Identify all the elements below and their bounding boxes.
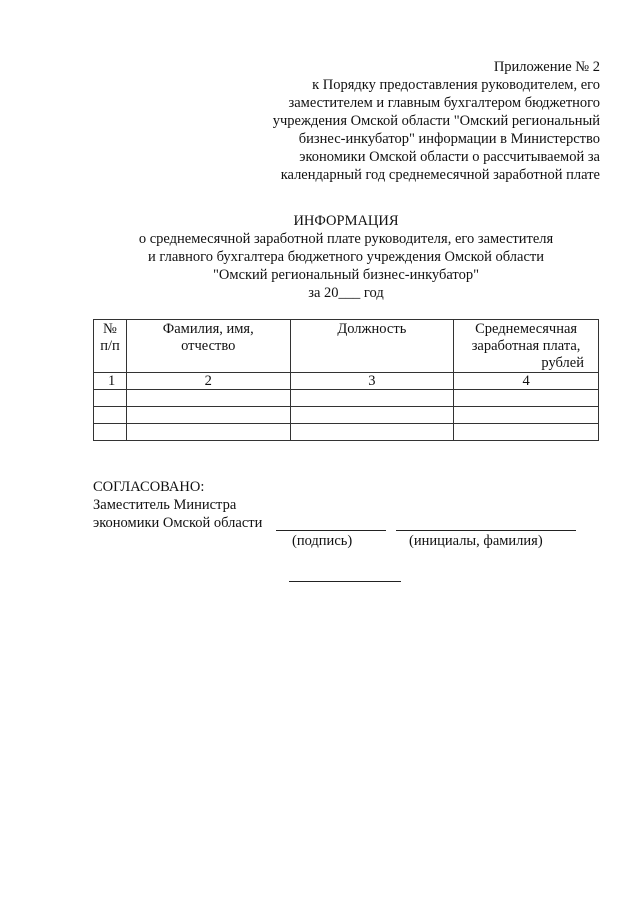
document-title bbox=[93, 212, 599, 302]
empty-cell[interactable] bbox=[126, 424, 290, 441]
title-heading: ИНФОРМАЦИЯ bbox=[293, 213, 399, 229]
header-salary: Среднемесячная заработная плата, рублей bbox=[454, 320, 599, 373]
empty-cell[interactable] bbox=[126, 407, 290, 424]
approver-title: Заместитель Министра bbox=[93, 497, 237, 513]
appendix-line: заместителем и главным бухгалтером бюджетного bbox=[288, 95, 600, 111]
empty-cell[interactable] bbox=[290, 424, 454, 441]
column-number: 4 bbox=[454, 373, 599, 390]
empty-cell[interactable] bbox=[94, 424, 127, 441]
appendix-line: экономики Омской области о рассчитываемой за bbox=[299, 149, 600, 165]
empty-cell[interactable] bbox=[454, 390, 599, 407]
appendix-header bbox=[240, 58, 600, 184]
appendix-line: к Порядку предоставления руководителем, его bbox=[312, 77, 600, 93]
empty-cell[interactable] bbox=[94, 407, 127, 424]
header-number: № п/п bbox=[94, 320, 127, 373]
appendix-line: бизнес-инкубатор" информации в Министерство bbox=[298, 131, 600, 147]
empty-cell[interactable] bbox=[454, 407, 599, 424]
date-line bbox=[289, 581, 401, 582]
title-line: и главного бухгалтера бюджетного учреждения Омской области bbox=[147, 249, 545, 265]
header-position: Должность bbox=[290, 320, 454, 373]
signature-caption: (подпись) bbox=[292, 533, 353, 549]
table-row bbox=[94, 390, 599, 407]
table-header-row bbox=[94, 320, 599, 373]
title-year-line: за 20___ год bbox=[308, 285, 384, 301]
approval-block bbox=[93, 478, 262, 532]
signature-line bbox=[276, 530, 386, 531]
table-row bbox=[94, 407, 599, 424]
header-name: Фамилия, имя, отчество bbox=[126, 320, 290, 373]
column-number: 3 bbox=[290, 373, 454, 390]
appendix-line: Приложение № 2 bbox=[493, 59, 600, 75]
column-number: 1 bbox=[94, 373, 127, 390]
appendix-line: учреждения Омской области "Омский региональный bbox=[272, 113, 600, 129]
column-number: 2 bbox=[126, 373, 290, 390]
salary-table bbox=[93, 319, 599, 441]
empty-cell[interactable] bbox=[126, 390, 290, 407]
table-row bbox=[94, 424, 599, 441]
title-line: о среднемесячной заработной плате руководителя, его заместителя bbox=[138, 231, 554, 247]
appendix-line: календарный год среднемесячной заработной плате bbox=[280, 167, 600, 183]
name-caption: (инициалы, фамилия) bbox=[409, 533, 543, 549]
approver-ministry: экономики Омской области bbox=[93, 515, 263, 531]
empty-cell[interactable] bbox=[94, 390, 127, 407]
name-line bbox=[396, 530, 576, 531]
empty-cell[interactable] bbox=[290, 390, 454, 407]
column-number-row bbox=[94, 373, 599, 390]
title-line: "Омский региональный бизнес-инкубатор" bbox=[213, 267, 479, 283]
approval-label: СОГЛАСОВАНО: bbox=[93, 479, 205, 495]
empty-cell[interactable] bbox=[290, 407, 454, 424]
empty-cell[interactable] bbox=[454, 424, 599, 441]
